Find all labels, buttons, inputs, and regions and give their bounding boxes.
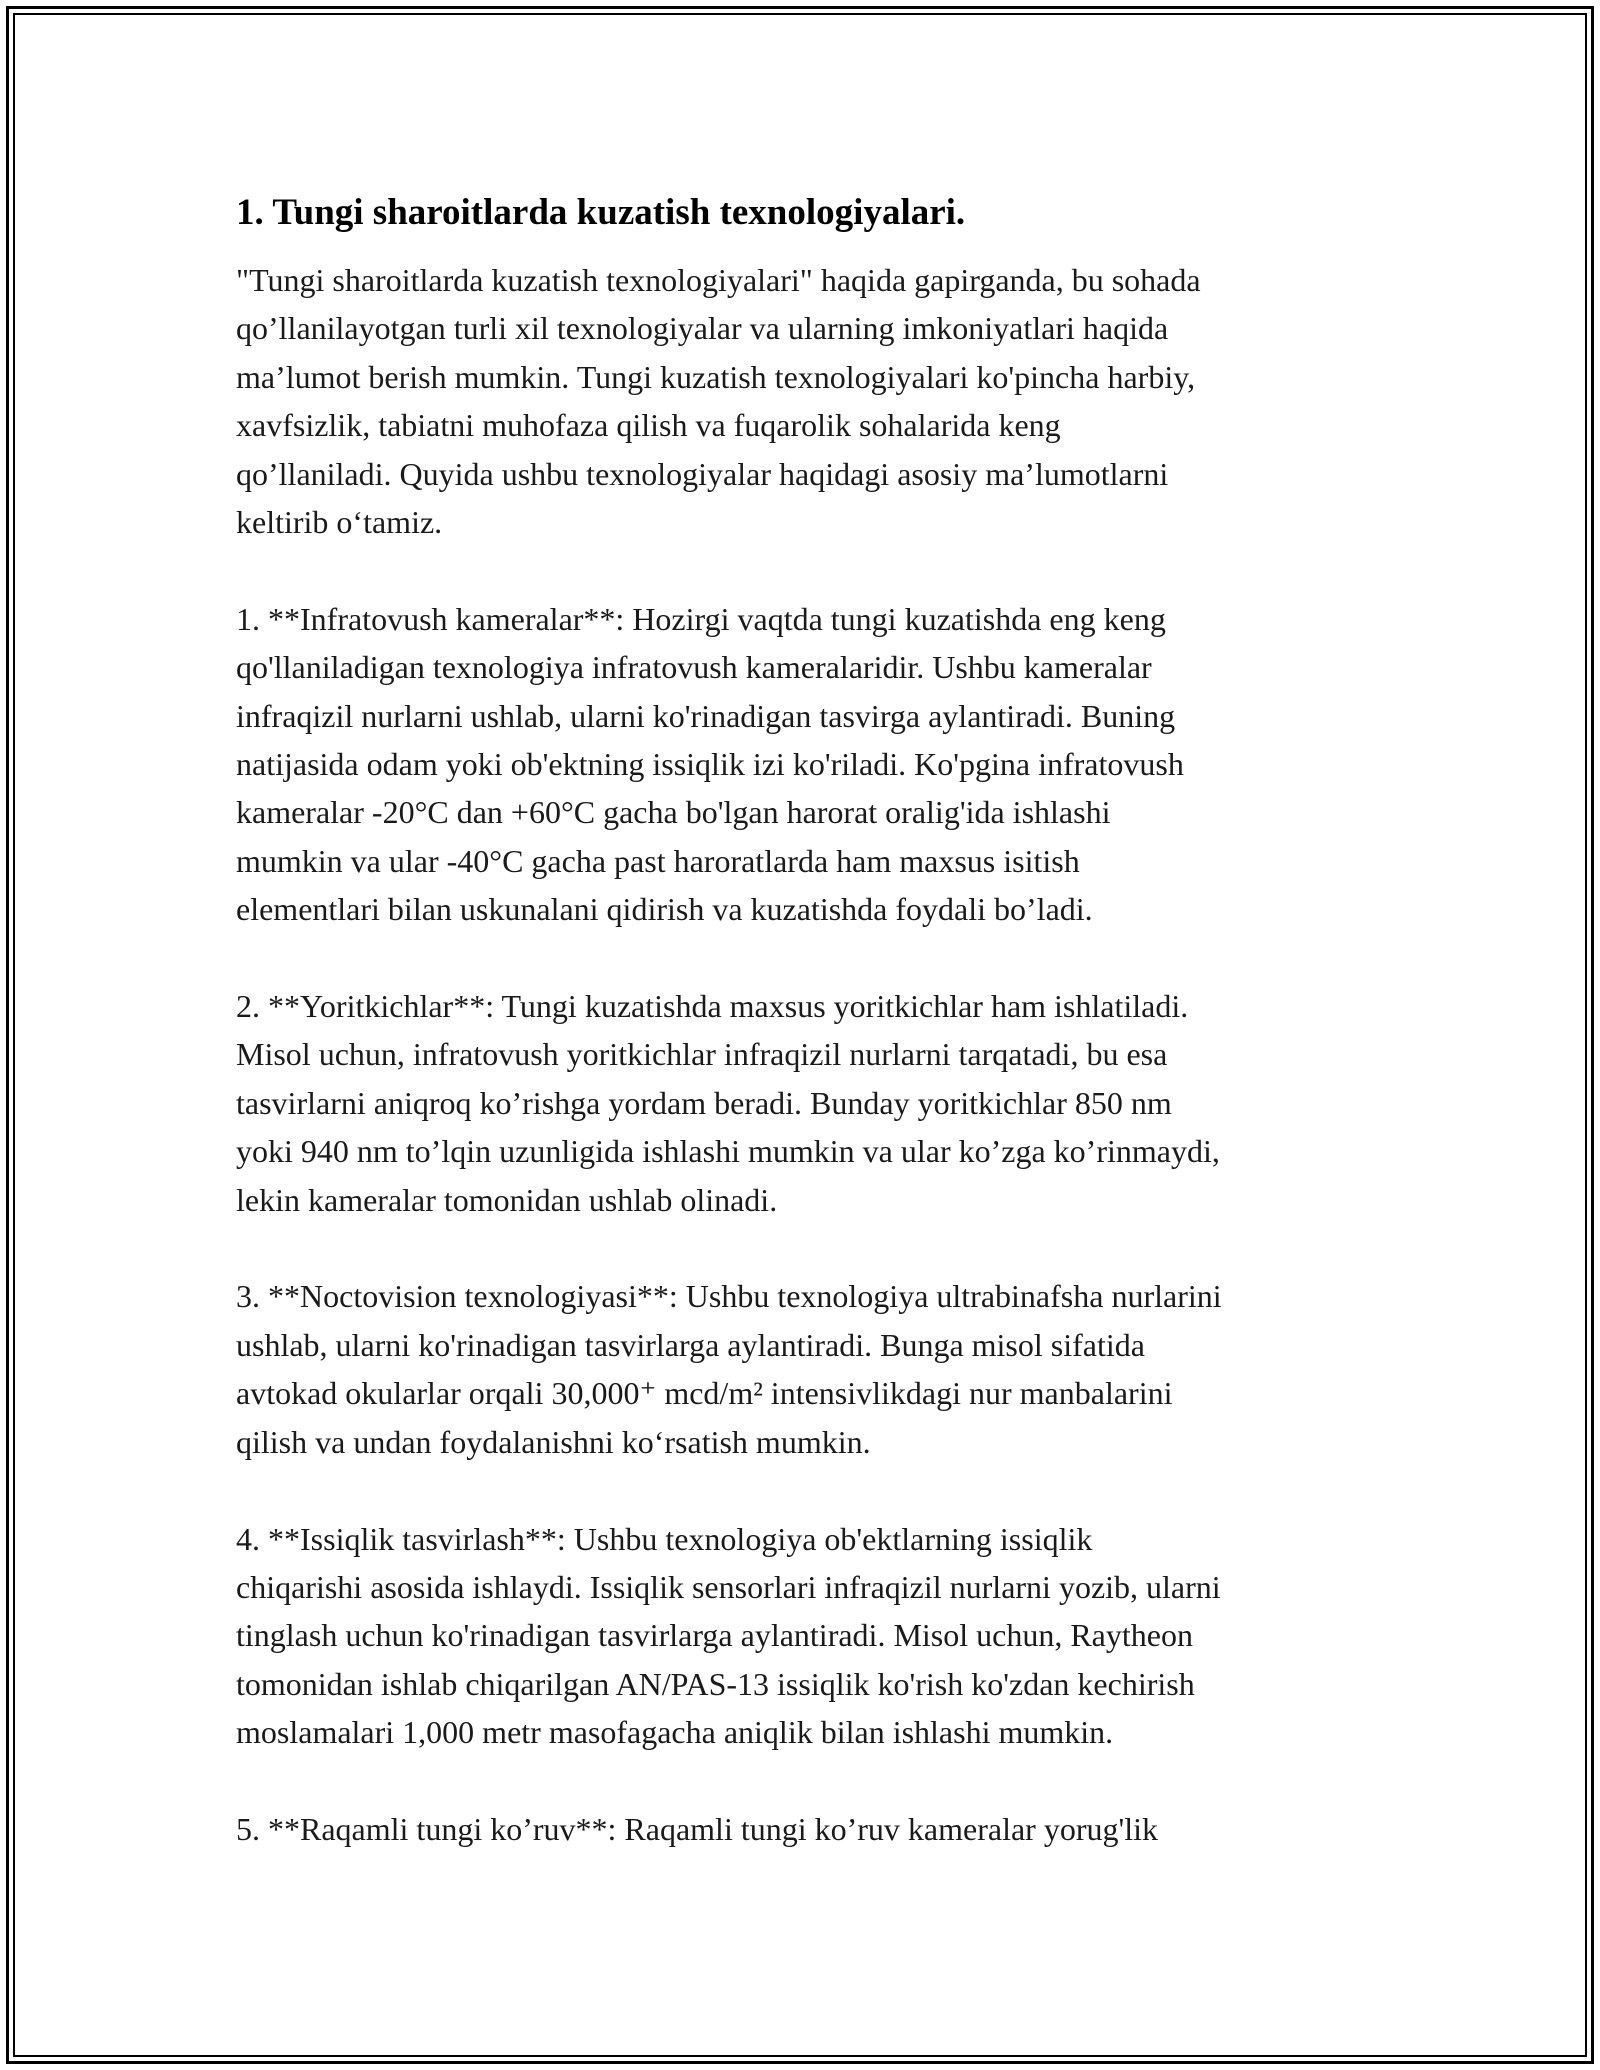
paragraph-item-5 <box>236 1805 1386 1853</box>
paragraph-intro <box>236 256 1386 546</box>
text-line: avtokad okularlar orqali 30,000⁺ mcd/m² intensivlikdagi nur manbalarini <box>236 1375 1173 1412</box>
text-line: 5. **Raqamli tungi ko’ruv**: Raqamli tungi ko’ruv kameralar yorug'lik <box>236 1810 1159 1847</box>
text-line: mumkin va ular -40°C gacha past haroratlarda ham maxsus isitish <box>236 842 1080 879</box>
text-line: "Tungi sharoitlarda kuzatish texnologiyalari" haqida gapirganda, bu sohada <box>236 262 1201 298</box>
document-body <box>236 188 1386 1902</box>
text-line: kameralar -20°C dan +60°C gacha bo'lgan harorat oralig'ida ishlashi <box>236 794 1111 831</box>
text-line: natijasida odam yoki ob'ektning issiqlik izi ko'riladi. Ko'pgina infratovush <box>236 746 1184 783</box>
text-line: 3. **Noctovision texnologiyasi**: Ushbu texnologiya ultrabinafsha nurlarini <box>236 1278 1222 1315</box>
text-line: qilish va undan foydalanishni ko‘rsatish mumkin. <box>236 1423 871 1460</box>
text-line: xavfsizlik, tabiatni muhofaza qilish va fuqarolik sohalarida keng <box>236 407 1061 444</box>
text-line: moslamalari 1,000 metr masofagacha aniqlik bilan ishlashi mumkin. <box>236 1714 1114 1751</box>
text-line: Misol uchun, infratovush yoritkichlar infraqizil nurlarni tarqatadi, bu esa <box>236 1036 1168 1073</box>
text-line: 2. **Yoritkichlar**: Tungi kuzatishda maxsus yoritkichlar ham ishlatiladi. <box>236 988 1189 1025</box>
text-line: ma’lumot berish mumkin. Tungi kuzatish texnologiyalari ko'pincha harbiy, <box>236 358 1196 395</box>
text-line: lekin kameralar tomonidan ushlab olinadi. <box>236 1181 778 1218</box>
text-line: elementlari bilan uskunalani qidirish va kuzatishda foydali bo’ladi. <box>236 891 1093 928</box>
paragraph-item-2 <box>236 982 1386 1224</box>
text-line: keltirib o‘tamiz. <box>236 504 443 541</box>
text-line: qo'llaniladigan texnologiya infratovush kameralaridir. Ushbu kameralar <box>236 649 1152 686</box>
text-line: chiqarishi asosida ishlaydi. Issiqlik sensorlari infraqizil nurlarni yozib, ularni <box>236 1568 1221 1605</box>
text-line: tomonidan ishlab chiqarilgan AN/PAS-13 issiqlik ko'rish ko'zdan kechirish <box>236 1665 1195 1702</box>
text-line: ushlab, ularni ko'rinadigan tasvirlarga aylantiradi. Bunga misol sifatida <box>236 1326 1145 1363</box>
text-line: qo’llanilayotgan turli xil texnologiyalar va ularning imkoniyatlari haqida <box>236 310 1169 347</box>
text-line: infraqizil nurlarni ushlab, ularni ko'rinadigan tasvirga aylantiradi. Buning <box>236 697 1176 734</box>
paragraph-item-1 <box>236 595 1386 934</box>
text-line: qo’llaniladi. Quyida ushbu texnologiyalar haqidagi asosiy ma’lumotlarni <box>236 455 1169 492</box>
text-line: 1. **Infratovush kameralar**: Hozirgi vaqtda tungi kuzatishda eng keng <box>236 600 1166 637</box>
paragraph-item-3 <box>236 1272 1386 1466</box>
text-line: tinglash uchun ko'rinadigan tasvirlarga aylantiradi. Misol uchun, Raytheon <box>236 1617 1193 1654</box>
text-line: 4. **Issiqlik tasvirlash**: Ushbu texnologiya ob'ektlarning issiqlik <box>236 1520 1093 1557</box>
text-line: tasvirlarni aniqroq ko’rishga yordam beradi. Bunday yoritkichlar 850 nm <box>236 1084 1172 1121</box>
page-title: 1. Tungi sharoitlarda kuzatish texnologiyalari. <box>236 192 966 233</box>
paragraph-item-4 <box>236 1515 1386 1757</box>
text-line: yoki 940 nm to’lqin uzunligida ishlashi mumkin va ular ko’zga ko’rinmaydi, <box>236 1133 1220 1170</box>
